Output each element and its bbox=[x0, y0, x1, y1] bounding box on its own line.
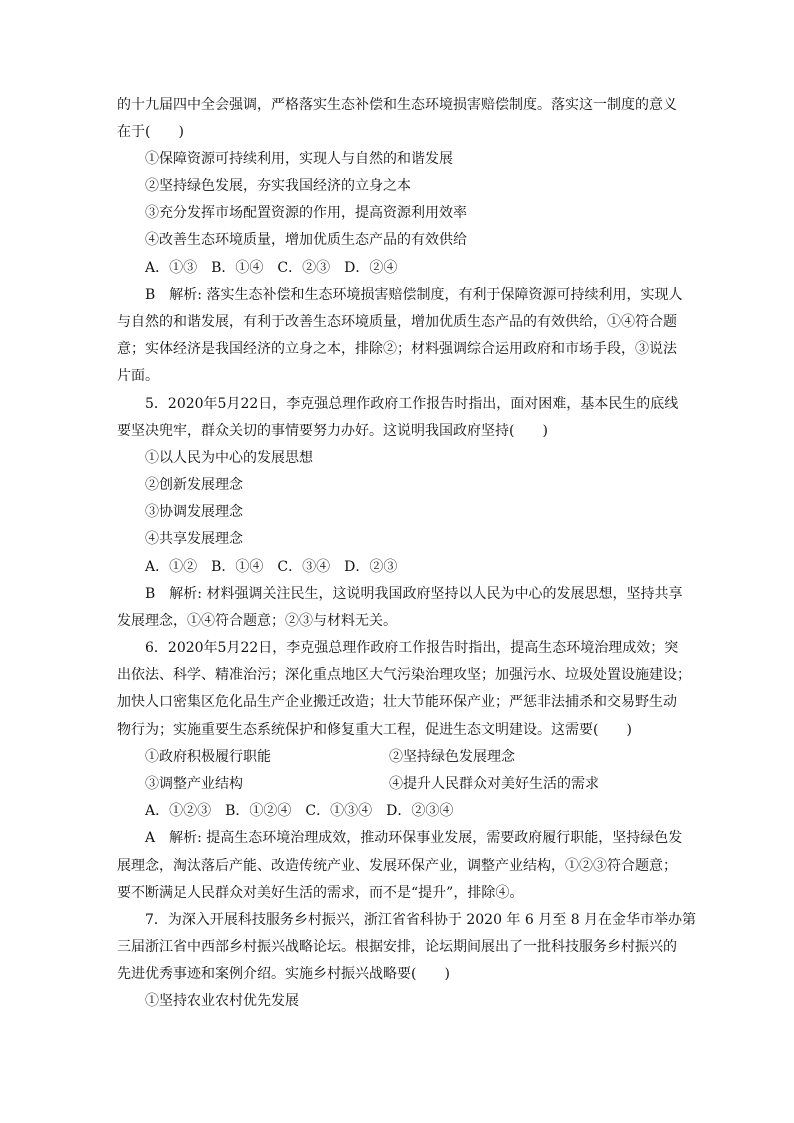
option-line: ④改善生态环境质量，增加优质生态产品的有效供给 bbox=[145, 232, 467, 248]
question-line: 加快人口密集区危化品生产企业搬迁改造；壮大节能环保产业；严惩非法捕杀和交易野生动 bbox=[117, 694, 677, 710]
option-line: ③调整产业结构 bbox=[145, 776, 243, 792]
question-line: 物行为；实施重要生态系统保护和修复重大工程，促进生态文明建设。这需要( ) bbox=[117, 722, 632, 738]
option-line: ①政府积极履行职能 bbox=[145, 749, 271, 765]
analysis-line: 与自然的和谐发展，有利于改善生态环境质量，增加优质生态产品的有效供给，①④符合题 bbox=[117, 314, 677, 330]
choices-line: A．①② B．①④ C．③④ D．②③ bbox=[145, 559, 398, 575]
option-line: ②坚持绿色发展，夯实我国经济的立身之本 bbox=[145, 178, 411, 194]
option-line: ③充分发挥市场配置资源的作用，提高资源利用效率 bbox=[145, 205, 467, 221]
option-line: ④共享发展理念 bbox=[145, 531, 243, 547]
option-line: ②创新发展理念 bbox=[145, 477, 243, 493]
text-line: 的十九届四中全会强调，严格落实生态补偿和生态环境损害赔偿制度。落实这一制度的意义 bbox=[117, 97, 677, 113]
option-line: ①以人民为中心的发展思想 bbox=[145, 450, 313, 466]
question-line: 6．2020年5月22日，李克强总理作政府工作报告时指出，提高生态环境治理成效；突 bbox=[145, 640, 679, 656]
analysis-line: B 解析: 材料强调关注民生，这说明我国政府坚持以人民为中心的发展思想，坚持共享 bbox=[145, 586, 683, 602]
analysis-line: 展理念，淘汰落后产能、改造传统产业、发展环保产业，调整产业结构，①②③符合题意； bbox=[117, 858, 677, 874]
analysis-line: A 解析: 提高生态环境治理成效，推动环保事业发展，需要政府履行职能，坚持绿色发 bbox=[145, 830, 683, 846]
question-line: 三届浙江省中西部乡村振兴战略论坛。根据安排，论坛期间展出了一批科技服务乡村振兴的 bbox=[117, 939, 677, 955]
option-line: ③协调发展理念 bbox=[145, 504, 243, 520]
analysis-line: 片面。 bbox=[117, 368, 159, 384]
analysis-line: B 解析: 落实生态补偿和生态环境损害赔偿制度，有利于保障资源可持续利用，实现人 bbox=[145, 287, 683, 303]
option-line: ④提升人民群众对美好生活的需求 bbox=[389, 776, 599, 792]
question-line: 要坚决兜牢，群众关切的事情要努力办好。这说明我国政府坚持( ) bbox=[117, 423, 548, 439]
analysis-line: 要不断满足人民群众对美好生活的需求，而不是“提升”，排除④。 bbox=[117, 885, 524, 901]
question-line: 7．为深入开展科技服务乡村振兴，浙江省省科协于 2020 年 6 月至 8 月在金华市举办第 bbox=[145, 912, 697, 928]
question-line: 5．2020年5月22日，李克强总理作政府工作报告时指出，面对困难，基本民生的底线 bbox=[145, 396, 679, 412]
question-line: 出依法、科学、精准治污；深化重点地区大气污染治理攻坚；加强污水、垃圾处置设施建设； bbox=[117, 667, 691, 683]
option-line: ①坚持农业农村优先发展 bbox=[145, 993, 299, 1009]
choices-line: A．①②③ B．①②④ C．①③④ D．②③④ bbox=[145, 803, 454, 819]
option-line: ②坚持绿色发展理念 bbox=[389, 749, 515, 765]
text-line: 在于( ) bbox=[117, 124, 184, 140]
analysis-line: 意；实体经济是我国经济的立身之本，排除②；材料强调综合运用政府和市场手段，③说法 bbox=[117, 341, 677, 357]
choices-line: A．①③ B．①④ C．②③ D．②④ bbox=[145, 260, 398, 276]
analysis-line: 发展理念，①④符合题意；②③与材料无关。 bbox=[117, 613, 397, 629]
option-line: ①保障资源可持续利用，实现人与自然的和谐发展 bbox=[145, 151, 453, 167]
question-line: 先进优秀事迹和案例介绍。实施乡村振兴战略要( ) bbox=[117, 966, 450, 982]
